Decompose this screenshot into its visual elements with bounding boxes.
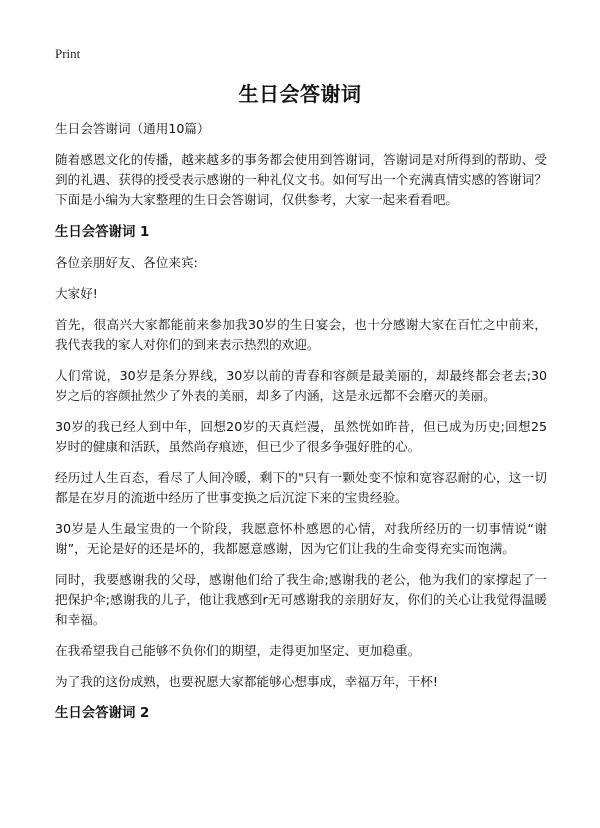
document-title: 生日会答谢词 [238,82,362,106]
section-heading-2: 生日会答谢词 2 [55,706,150,721]
paragraph-thirty-dividing-line: 人们常说，30岁是条分界线，30岁以前的青春和容颜是最美丽的，却最终都会老去;30岁之后的容颜扯然少了外表的美丽，却多了内涵，这是永远都不会磨灭的美丽。 [55,368,547,403]
paragraph-welcome: 首先，很高兴大家都能前来参加我30岁的生日宴会，也十分感谢大家在百忙之中前来，我代表我的家人对你们的到来表示热烈的欢迎。 [55,317,547,352]
document-subtitle: 生日会答谢词（通用10篇） [55,121,210,136]
intro-paragraph: 随着感恩文化的传播，越来越多的事务都会使用到答谢词，答谢词是对所得到的帮助、受到的礼遇、获得的授受表示感谢的一种礼仪文书。如何写出一个充满真情实感的答谢词？下面是小编为大家整理的生日会答谢词，仅供参考，大家一起来看看吧。 [55,152,547,207]
document-body [55,119,547,734]
paragraph-greeting-guests: 各位亲朋好友、各位来宾: [55,255,198,270]
paragraph-middle-age: 30岁的我已经人到中年，回想20岁的天真烂漫，虽然恍如昨昔，但已成为历史;回想25岁时的健康和活跃，虽然尚存痕迹，但已少了很多争强好胜的心。 [55,419,547,454]
paragraph-toast: 为了我的这份成熟，也要祝愿大家都能够心想事成，幸福万年，干杯! [55,674,438,689]
paragraph-experience: 经历过人生百态，看尽了人间冷暖，剩下的"只有一颗处变不惊和宽容忍耐的心，这一切都是在岁月的流逝中经历了世事变换之后沉淀下来的宝贵经验。 [55,470,547,505]
print-link[interactable]: Print [55,46,81,61]
section-heading-1: 生日会答谢词 1 [55,225,150,240]
paragraph-gratitude: 30岁是人生最宝贵的一个阶段，我愿意怀朴感恩的心情，对我所经历的一切事情说“谢谢”，无论是好的还是坏的，我都愿意感谢，因为它们让我的生命变得充实而饱满。 [55,521,547,556]
paragraph-hello: 大家好! [55,286,98,301]
paragraph-thanks-family: 同时，我要感谢我的父母，感谢他们给了我生命;感谢我的老公，他为我们的家撑起了一把保护伞;感谢我的儿子，他让我感到r无可感谢我的亲朋好友，你们的关心让我觉得温暖和幸福。 [55,572,547,627]
paragraph-hope: 在我希望我自己能够不负你们的期望，走得更加坚定、更加稳重。 [55,643,421,658]
